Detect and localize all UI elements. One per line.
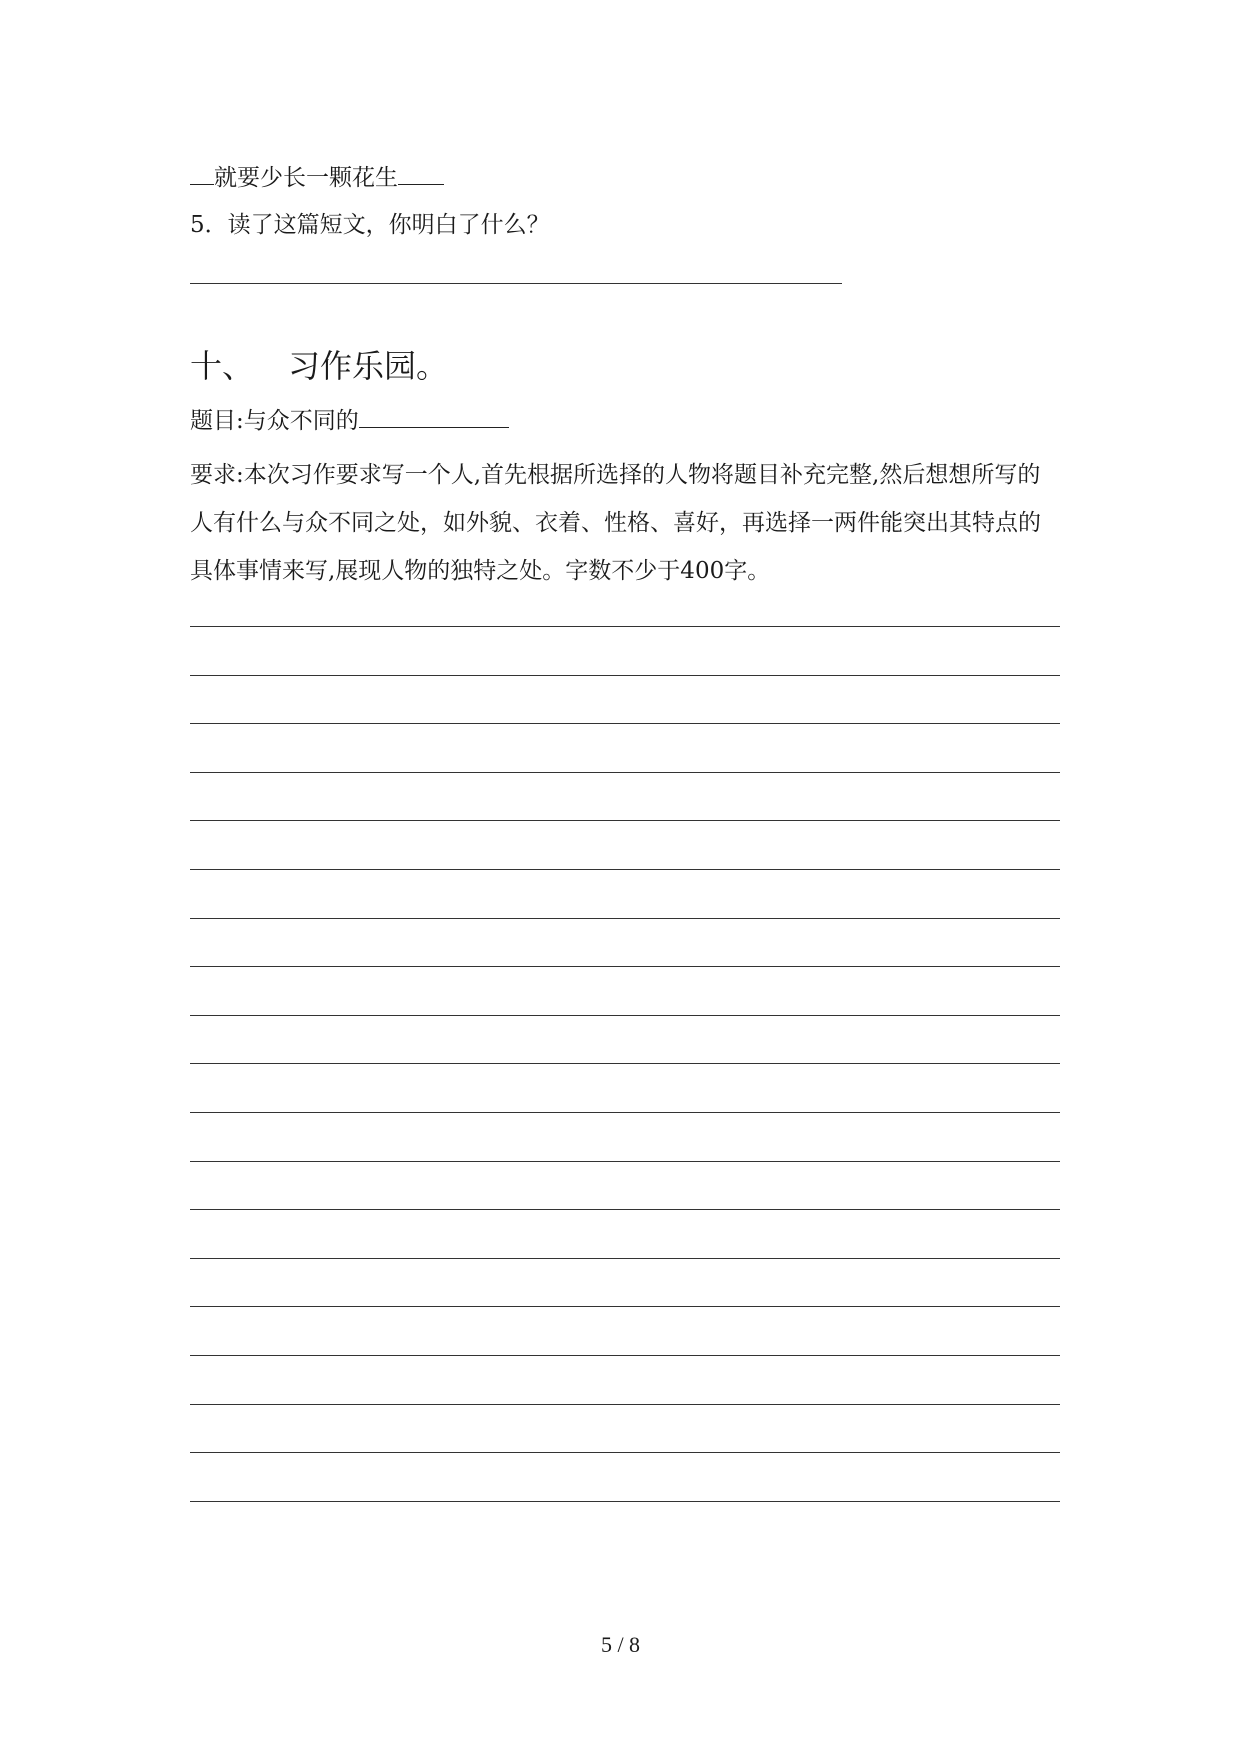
blank-after[interactable] [398,162,444,185]
writing-line[interactable] [190,1161,1060,1162]
writing-line[interactable] [190,1452,1060,1453]
writing-line[interactable] [190,1015,1060,1016]
writing-line[interactable] [190,1306,1060,1307]
writing-line[interactable] [190,1355,1060,1356]
writing-line[interactable] [190,772,1060,773]
writing-line[interactable] [190,723,1060,724]
page-number: 5 / 8 [600,1632,641,1657]
question-5: 5．读了这篇短文，你明白了什么？ [190,212,550,238]
writing-line[interactable] [190,675,1060,676]
writing-line[interactable] [190,918,1060,919]
writing-line[interactable] [190,1404,1060,1405]
section-number: 十、 [190,347,255,385]
writing-line[interactable] [190,1258,1060,1259]
writing-line[interactable] [190,1501,1060,1502]
topic-blank[interactable] [359,405,509,428]
writing-line[interactable] [190,1063,1060,1064]
writing-line[interactable] [190,1112,1060,1113]
writing-line[interactable] [190,820,1060,821]
section-heading [190,346,448,386]
section-title: 习作乐园。 [288,347,449,385]
writing-area [190,626,1060,1549]
fragment-text: 就要少长一颗花生 [214,165,398,191]
fragment-line [190,162,444,193]
writing-line[interactable] [190,869,1060,870]
topic-label: 题目:与众不同的 [190,408,359,434]
question-5-answer-line[interactable] [190,283,842,284]
writing-line[interactable] [190,1209,1060,1210]
writing-line[interactable] [190,626,1060,627]
topic-line [190,405,509,436]
blank-before[interactable] [190,162,214,185]
writing-line[interactable] [190,966,1060,967]
requirement-paragraph: 要求:本次习作要求写一个人,首先根据所选择的人物将题目补充完整,然后想想所写的人有什么与众不同之处，如外貌、衣着、性格、喜好，再选择一两件能突出其特点的具体事情来写,展现人物的独特之处。字数不少于400字。 [190,462,1041,584]
